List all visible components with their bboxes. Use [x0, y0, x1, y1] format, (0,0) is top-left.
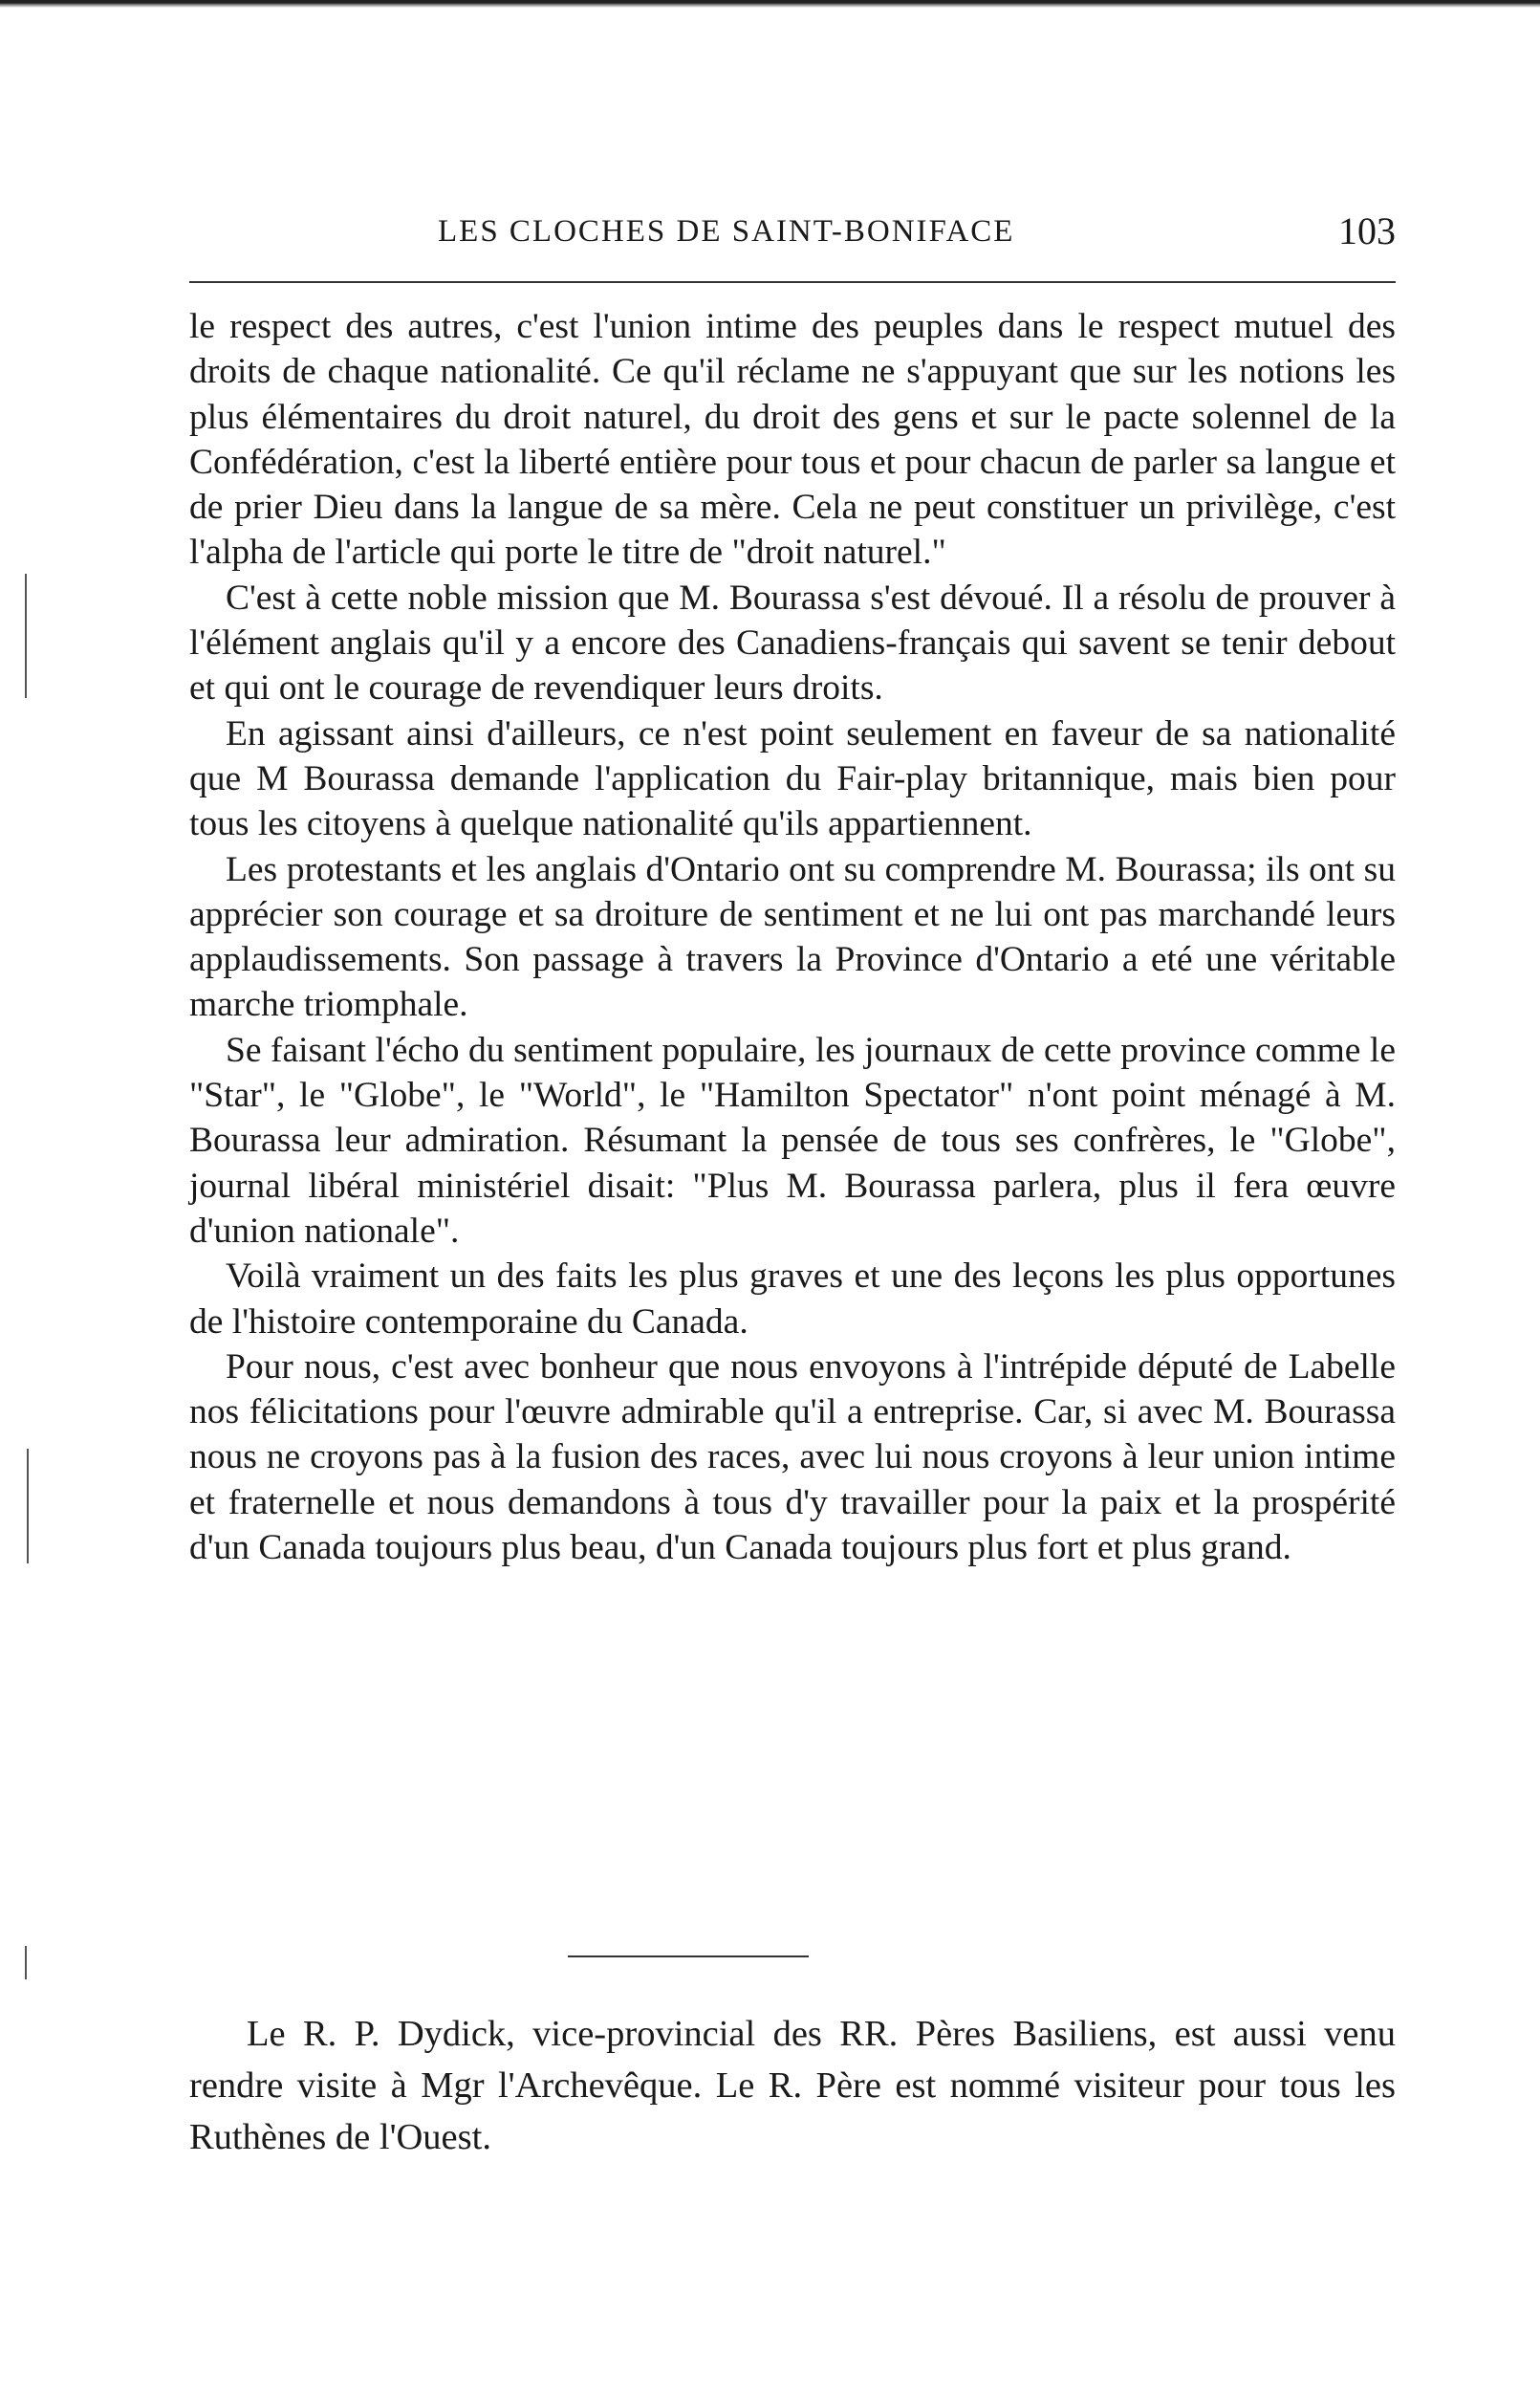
page-number: 103	[1338, 209, 1396, 252]
paragraph: le respect des autres, c'est l'union intime des peuples dans le respect mutuel des droits de chaque nationalité. Ce qu'il réclame ne s'appuyant que sur les notions les plus élémentaires du droit naturel, du droit des gens et sur le pacte solennel de la Confédération, c'est la liberté entière pour tous et pour chacun de parler sa langue et de prier Dieu dans la langue de sa mère. Cela ne peut constituer un privilège, c'est l'alpha de l'article qui porte le titre de "droit naturel."	[189, 307, 1396, 573]
paragraph: C'est à cette noble mission que M. Bourassa s'est dévoué. Il a résolu de prouver à l'élément anglais qu'il y a encore des Canadiens-français qui savent se tenir debout et qui ont le courage de revendiquer leurs droits.	[189, 578, 1396, 709]
running-head	[189, 201, 1396, 268]
news-note	[189, 2008, 1396, 2163]
header-rule	[189, 281, 1396, 283]
scan-margin-mark	[25, 1946, 27, 1979]
running-title: LES CLOCHES DE SAINT-BONIFACE	[438, 214, 1015, 249]
paragraph: En agissant ainsi d'ailleurs, ce n'est point seulement en faveur de sa nationalité que M Bourassa demande l'application du Fair-play britannique, mais bien pour tous les citoyens à quelque nationalité qu'ils appartiennent.	[189, 713, 1396, 844]
paragraph: Se faisant l'écho du sentiment populaire, les journaux de cette province comme le "Star", le "Globe", le "World", le "Hamilton Spectator" n'ont point ménagé à M. Bourassa leur admiration. Résumant la pensée de tous ses confrères, le "Globe", journal libéral ministériel disait: "Plus M. Bourassa parlera, plus il fera œuvre d'union nationale".	[189, 1030, 1396, 1251]
body-text	[189, 304, 1396, 1570]
scan-margin-mark	[25, 574, 27, 698]
paragraph: Voilà vraiment un des faits les plus graves et une des leçons les plus opportunes de l'histoire contemporaine du Canada.	[189, 1256, 1396, 1342]
paragraph: Pour nous, c'est avec bonheur que nous envoyons à l'intrépide député de Labelle nos félicitations pour l'œuvre admirable qu'il a entreprise. Car, si avec M. Bourassa nous ne croyons pas à la fusion des races, avec lui nous croyons à leur union intime et fraternelle et nous demandons à tous d'y travailler pour la paix et la prospérité d'un Canada toujours plus beau, d'un Canada toujours plus fort et plus grand.	[189, 1346, 1396, 1568]
scan-top-edge	[0, 0, 1540, 8]
scan-margin-mark	[27, 1449, 29, 1563]
section-divider	[568, 1955, 809, 1957]
book-page	[189, 201, 1396, 2157]
paragraph: Les protestants et les anglais d'Ontario ont su comprendre M. Bourassa; ils ont su apprécier son courage et sa droiture de sentiment et ne lui ont pas marchandé leurs applaudissements. Son passage à travers la Province d'Ontario a eté une véritable marche triomphale.	[189, 849, 1396, 1025]
note-paragraph: Le R. P. Dydick, vice-provincial des RR. Pères Basiliens, est aussi venu rendre visite à Mgr l'Archevêque. Le R. Père est nommé visiteur pour tous les Ruthènes de l'Ouest.	[189, 2014, 1396, 2157]
